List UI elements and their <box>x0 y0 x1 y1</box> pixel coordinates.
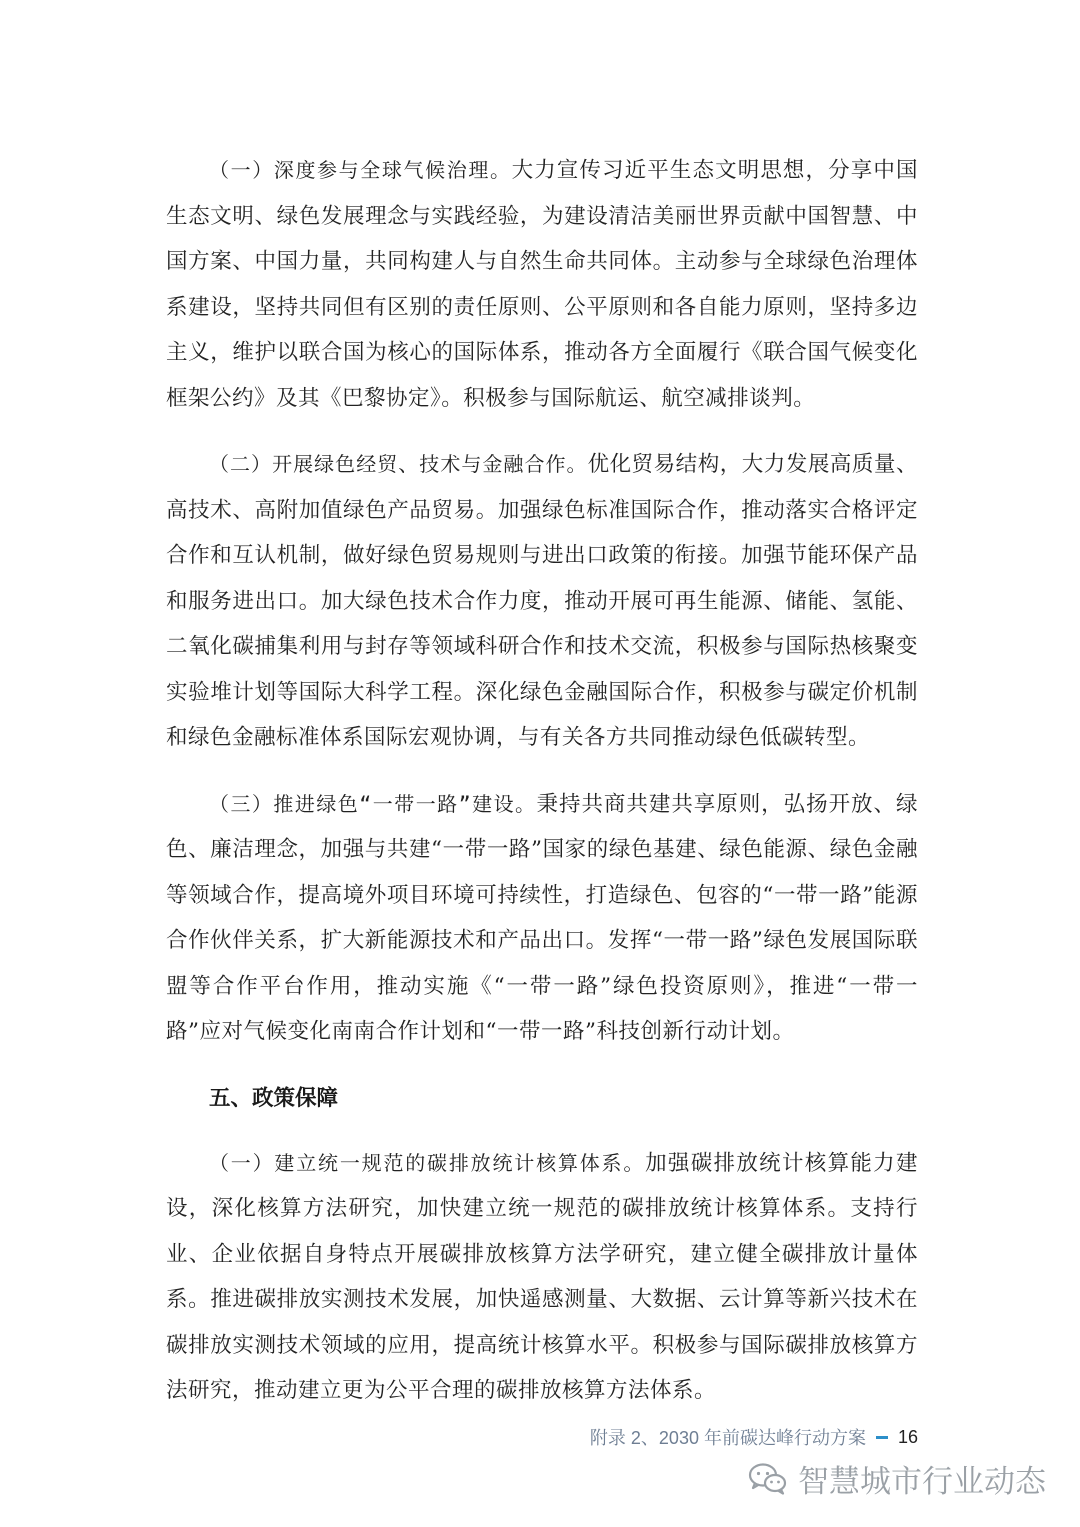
paragraph-3 <box>166 782 918 1055</box>
footer-dash <box>876 1436 888 1439</box>
wechat-icon <box>748 1462 788 1496</box>
paragraph-2 <box>166 442 918 761</box>
paragraph-2-lead: （二）开展绿色经贸、技术与金融合作。 <box>209 452 588 476</box>
paragraph-1-body: 大力宣传习近平生态文明思想，分享中国生态文明、绿色发展理念与实践经验，为建设清洁美丽世界贡献中国智慧、中国方案、中国力量，共同构建人与自然生命共同体。主动参与全球绿色治理体系建设，坚持共同但有区别的责任原则、公平原则和各自能力原则，坚持多边主义，维护以联合国为核心的国际体系，推动各方全面履行《联合国气候变化框架公约》及其《巴黎协定》。积极参与国际航运、航空减排谈判。 <box>166 158 918 411</box>
section-paragraph-lead: （一）建立统一规范的碳排放统计核算体系。 <box>209 1150 646 1175</box>
section-heading: 五、政策保障 <box>209 1085 339 1111</box>
page-footer <box>590 1424 918 1450</box>
watermark <box>748 1456 1046 1501</box>
section-paragraph-body: 加强碳排放统计核算能力建设，深化核算方法研究，加快建立统一规范的碳排放统计核算体系。支持行业、企业依据自身特点开展碳排放核算方法学研究，建立健全碳排放计量体系。推进碳排放实测技术发展，加快遥感测量、大数据、云计算等新兴技术在碳排放实测技术领域的应用，提高统计核算水平。积极参与国际碳排放核算方法研究，推动建立更为公平合理的碳排放核算方法体系。 <box>166 1150 918 1403</box>
section-paragraph <box>166 1141 918 1414</box>
page-number: 16 <box>897 1426 918 1447</box>
paragraph-3-body: 秉持共商共建共享原则，弘扬开放、绿色、廉洁理念，加强与共建“一带一路”国家的绿色基建、绿色能源、绿色金融等领域合作，提高境外项目环境可持续性，打造绿色、包容的“一带一路”能源合作伙伴关系，扩大新能源技术和产品出口。发挥“一带一路”绿色发展国际联盟等合作平台作用，推动实施《“一带一路”绿色投资原则》，推进“一带一路”应对气候变化南南合作计划和“一带一路”科技创新行动计划。 <box>166 791 918 1044</box>
footer-title: 附录 2、2030 年前碳达峰行动方案 <box>589 1428 866 1448</box>
document-body <box>166 148 918 1435</box>
paragraph-1 <box>166 148 918 421</box>
paragraph-1-lead: （一）深度参与全球气候治理。 <box>209 158 512 182</box>
paragraph-3-lead: （三）推进绿色“一带一路”建设。 <box>209 791 537 816</box>
watermark-text: 智慧城市行业动态 <box>798 1464 1046 1500</box>
paragraph-2-body: 优化贸易结构，大力发展高质量、高技术、高附加值绿色产品贸易。加强绿色标准国际合作，推动落实合格评定合作和互认机制，做好绿色贸易规则与进出口政策的衔接。加强节能环保产品和服务进出口。加大绿色技术合作力度，推动开展可再生能源、储能、氢能、二氧化碳捕集利用与封存等领域科研合作和技术交流，积极参与国际热核聚变实验堆计划等国际大科学工程。深化绿色金融国际合作，积极参与碳定价机制和绿色金融标准体系国际宏观协调，与有关各方共同推动绿色低碳转型。 <box>166 452 918 750</box>
